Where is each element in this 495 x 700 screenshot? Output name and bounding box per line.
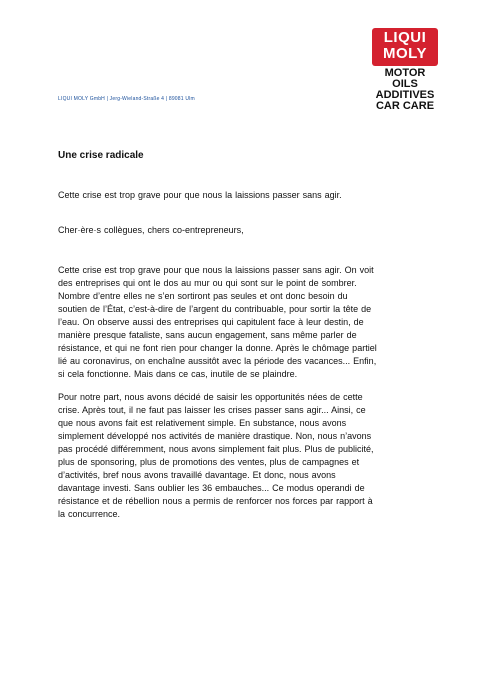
body-paragraph-1: Cette crise est trop grave pour que nous la laissions passer sans agir. On voit des entreprises qui ont le dos au mur ou qui sont sur le point de sombrer. Nombre d’entre elles ne s’en sortiront pas seules et ont donc besoin du soutien de l’État, c’est-à-dire de l’argent du contribuable, pour sortir la tête de l’eau. On observe aussi des entreprises qui capitulent face à leur destin, de manière presque fataliste, sans aucun engagement, sans même parler de résistance, et qui ne font rien pour changer la donne. Après le chômage partiel lié au coronavirus, on enchaîne aussitôt avec la période des vacances... Enfin, si cela fonctionne. Mais dans ce cas, inutile de se plaindre. (58, 265, 377, 379)
logo-tagline (372, 68, 438, 112)
logo-badge (372, 28, 438, 66)
logo-tagline-3: CAR CARE (375, 100, 435, 112)
letter-body (58, 150, 378, 521)
logo-tagline-2: ADDITIVES (375, 89, 435, 101)
body-paragraph-2: Pour notre part, nous avons décidé de saisir les opportunités nées de cette crise. Après tout, il ne faut pas laisser les crises passer sans agir... Ainsi, ce que nous avons fait est relativement simple. En substance, nous avons simplement développé nos activités de manière drastique. Non, nous n’avons pas procédé différemment, nous avons simplement fait plus. Plus de publicité, plus de sponsoring, plus de promotions des ventes, plus de campagnes et d’activités, bref nous avons travaillé davantage. Et donc, nous avons davantage investi. Sans oublier les 36 embauches... Ce modus operandi de résistance et de rébellion nous a permis de renforcer nos forces par rapport à la concurrence. (58, 392, 374, 519)
liqui-moly-logo (372, 28, 442, 112)
document-title: Une crise radicale (58, 150, 144, 161)
logo-line-2: MOLY (383, 45, 427, 62)
greeting: Cher·ère·s collègues, chers co-entrepreneurs, (58, 225, 244, 235)
sender-address: LIQUI MOLY GmbH | Jerg-Wieland-Straße 4 | 89081 Ulm (58, 96, 195, 102)
intro-paragraph: Cette crise est trop grave pour que nous la laissions passer sans agir. (58, 190, 342, 200)
logo-line-1: LIQUI (383, 29, 427, 46)
logo-tagline-1: MOTOR OILS (384, 67, 426, 90)
